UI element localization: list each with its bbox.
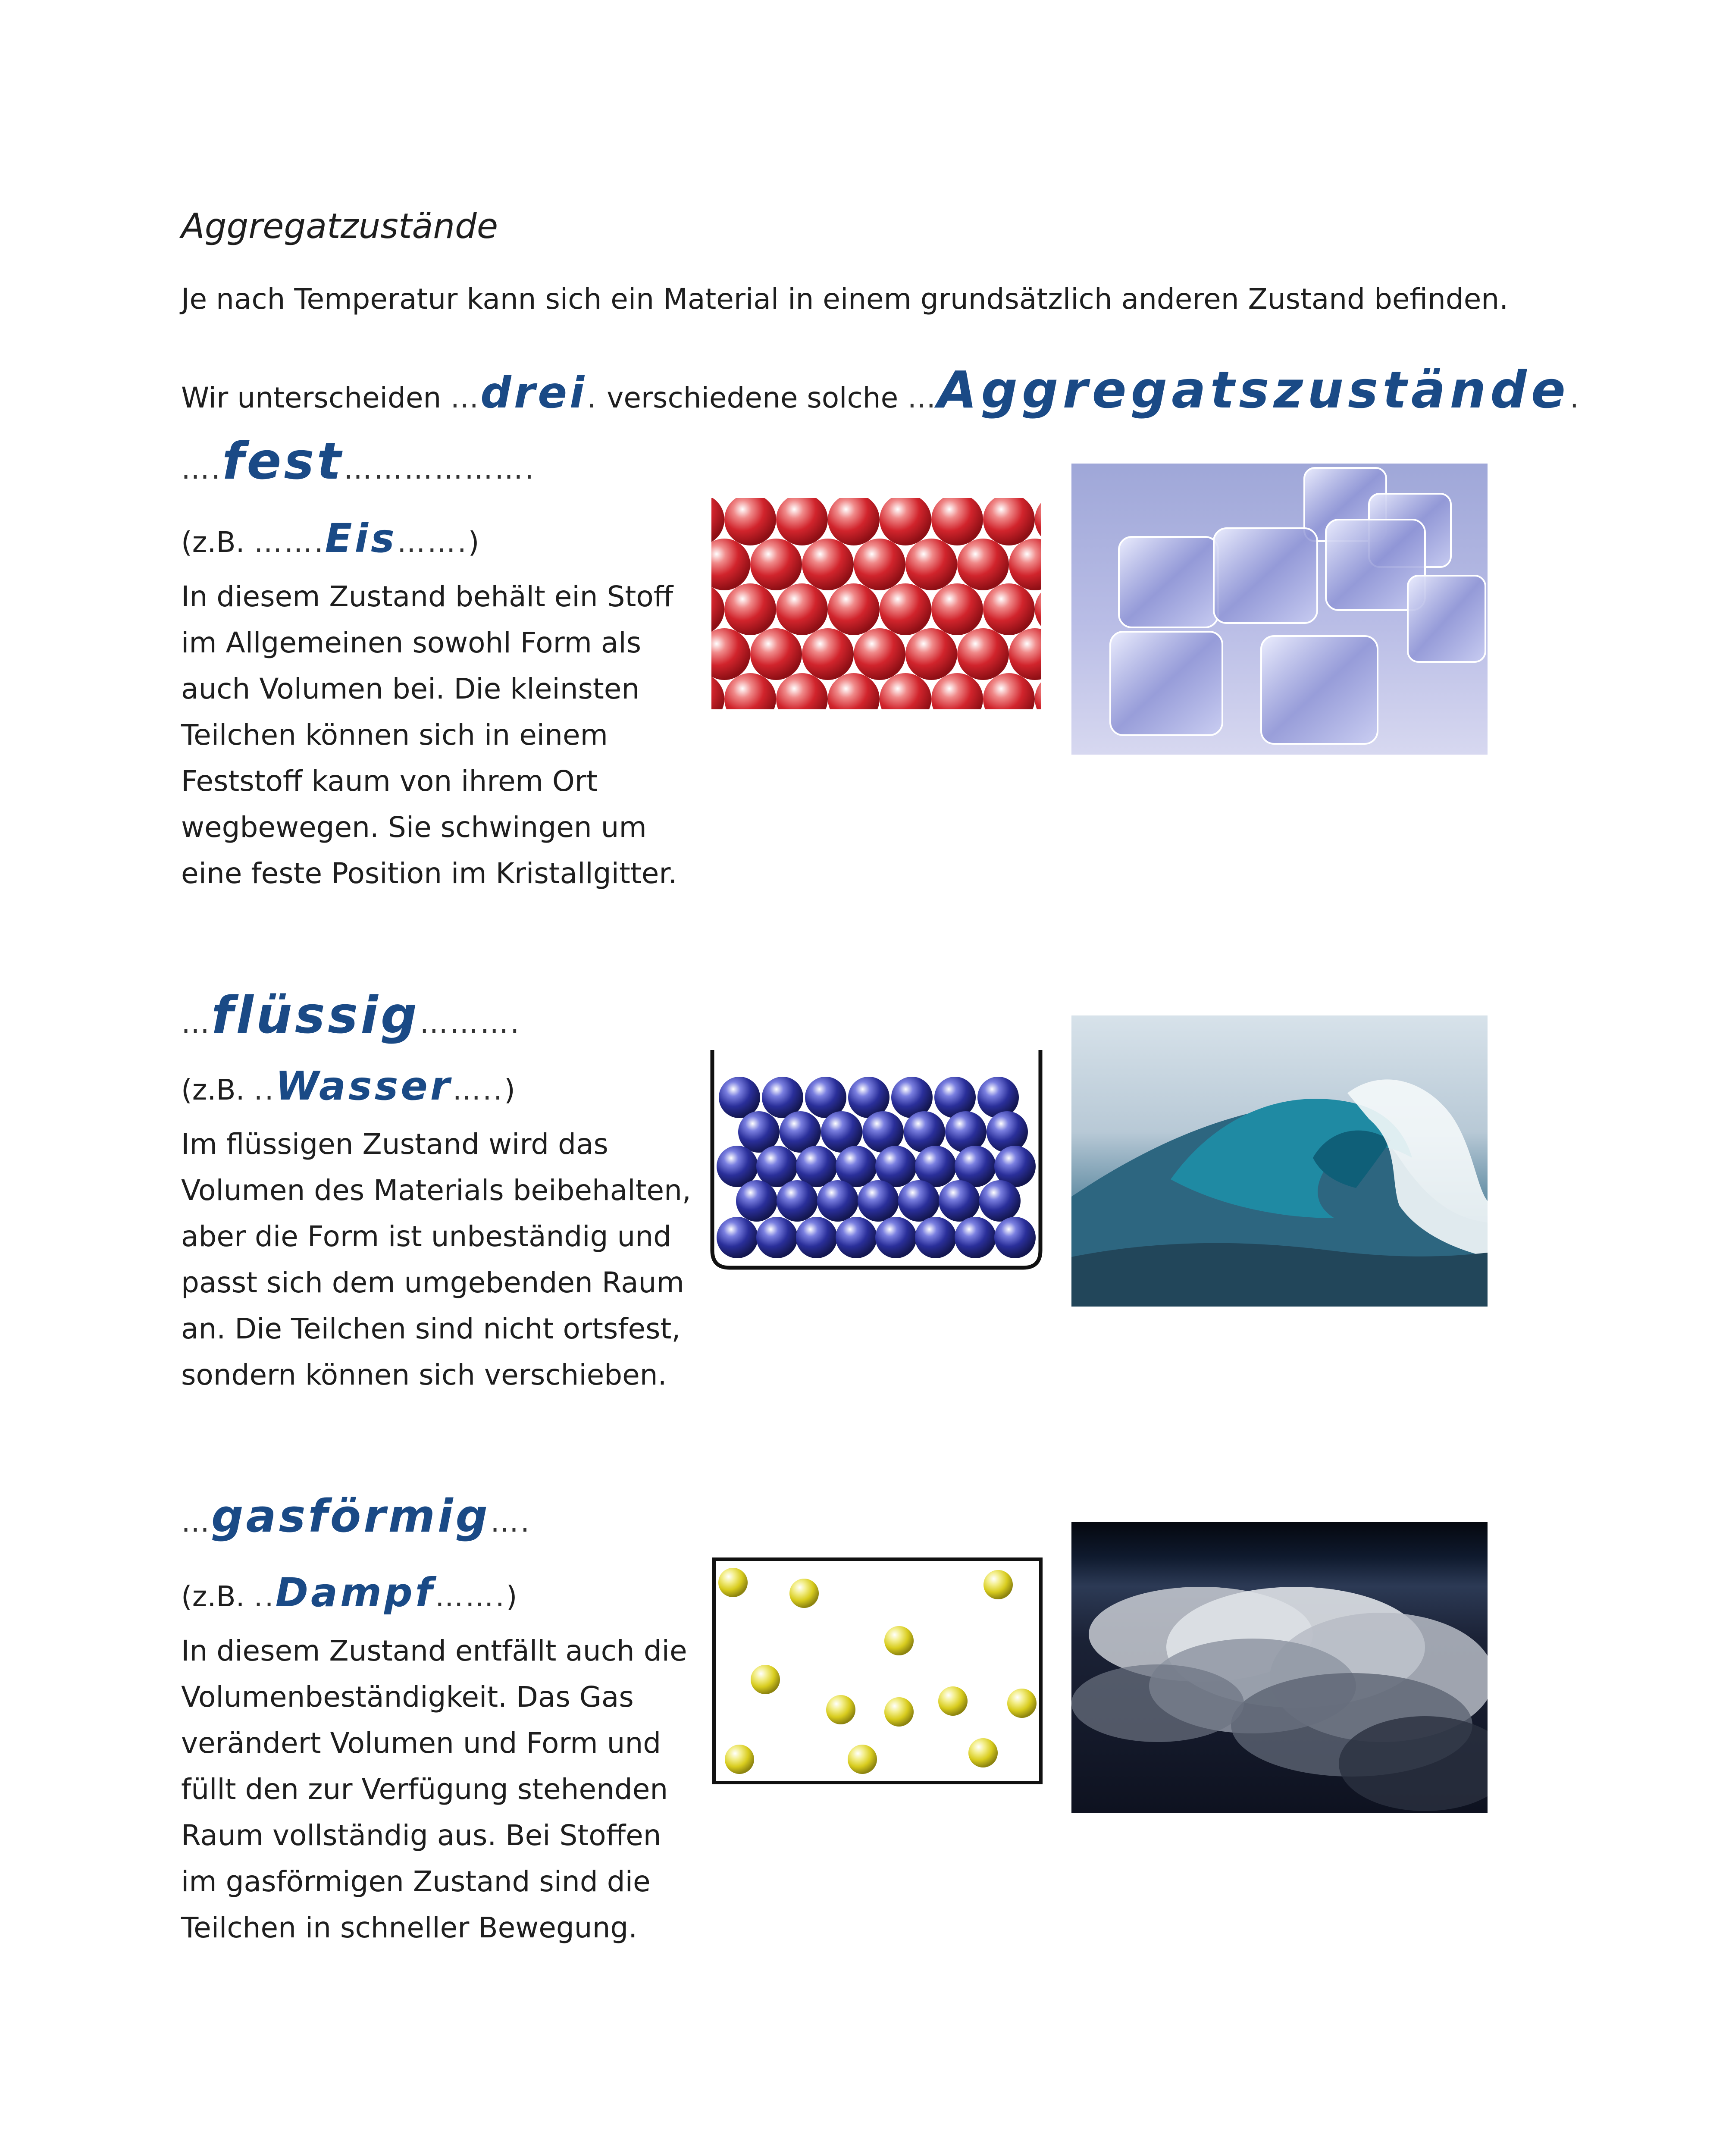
state-example-line: (z.B. ..Dampf…….) <box>181 1570 517 1616</box>
solid-particle <box>776 498 828 545</box>
solid-particle <box>957 628 1009 680</box>
intro-line-2: Wir unterscheiden …drei. verschiedene solche …Aggregatszustände. <box>181 360 1581 420</box>
liquid-particle <box>796 1217 837 1258</box>
liquid-particle <box>817 1180 858 1222</box>
intro-text-middle: verschiedene solche <box>598 381 908 414</box>
state-term-line: …gasförmig…. <box>181 1490 531 1542</box>
liquid-particle <box>898 1180 940 1222</box>
solid-particle <box>711 539 750 590</box>
liquid-particle <box>836 1217 877 1258</box>
gas-particle <box>826 1695 855 1724</box>
blank-term: Aggregatszustände <box>937 360 1570 420</box>
state-description: In diesem Zustand entfällt auch die Volumenbeständigkeit. Das Gas verändert Volumen und Form und füllt den zur Verfügung stehenden Raum vollständig aus. Bei Stoffen im gasförmigen Zustand sind die Teilchen in schneller Bewegung. <box>181 1634 687 1944</box>
liquid-particle <box>939 1180 980 1222</box>
gas-particle <box>725 1745 754 1774</box>
gas-particle <box>983 1570 1013 1599</box>
solid-particle <box>983 583 1035 635</box>
liquid-particle <box>858 1180 899 1222</box>
intro-line-1: Je nach Temperatur kann sich ein Material in einem grundsätzlich anderen Zustand befinden. <box>181 282 1509 316</box>
liquid-particle <box>875 1217 917 1258</box>
gas-particle <box>789 1579 819 1608</box>
solid-particle <box>802 628 854 680</box>
solid-particle <box>711 498 724 545</box>
gas-particle <box>718 1568 748 1597</box>
solid-particle <box>724 583 776 635</box>
solid-particle <box>802 539 854 590</box>
gas-particle <box>884 1697 914 1727</box>
solid-particle <box>854 539 905 590</box>
state-example-line: (z.B. ..Wasser…..) <box>181 1063 515 1109</box>
ice-cubes-photo <box>1071 464 1488 755</box>
clouds-photo <box>1071 1522 1488 1813</box>
solid-particle <box>880 498 931 545</box>
solid-particle <box>905 628 957 680</box>
solid-particle <box>1035 498 1041 545</box>
liquid-particle <box>979 1180 1021 1222</box>
state-example: Eis <box>325 515 397 561</box>
state-term: flüssig <box>211 985 420 1045</box>
gas-particle <box>884 1626 914 1655</box>
solid-particle <box>776 583 828 635</box>
solid-particle <box>828 583 880 635</box>
liquid-particle <box>977 1077 1019 1118</box>
solid-particle <box>854 628 905 680</box>
state-example: Wasser <box>275 1063 453 1109</box>
solid-particle <box>711 583 724 635</box>
state-term-line: ….fest………………. <box>181 431 536 491</box>
liquid-particle <box>756 1146 798 1187</box>
blank-count: drei <box>480 367 587 418</box>
gas-particle <box>1007 1689 1037 1718</box>
liquid-particle <box>777 1180 818 1222</box>
solid-particle <box>1009 628 1041 680</box>
solid-particle <box>983 498 1035 545</box>
state-description: In diesem Zustand behält ein Stoff im Allgemeinen sowohl Form als auch Volumen bei. Die kleinsten Teilchen können sich in einem Feststoff kaum von ihrem Ort wegbewegen. Sie schwingen um eine feste Position im Kristallgitter. <box>181 580 677 890</box>
solid-particle <box>750 628 802 680</box>
state-term: fest <box>222 431 344 491</box>
liquid-particle <box>736 1180 777 1222</box>
ocean-wave-photo <box>1071 1015 1488 1307</box>
liquid-particle <box>955 1217 996 1258</box>
state-term: gasförmig <box>211 1490 490 1542</box>
state-term-line: …flüssig………. <box>181 985 521 1045</box>
gas-particle <box>848 1745 877 1774</box>
liquid-particle <box>717 1217 758 1258</box>
state-description: Im flüssigen Zustand wird das Volumen des Materials beibehalten, aber die Form ist unbeständig und passt sich dem umgebenden Raum an. Die Teilchen sind nicht ortsfest, sondern können sich verschieben. <box>181 1128 691 1391</box>
state-example-line: (z.B. …….Eis…….) <box>181 515 479 561</box>
solid-particle <box>1035 583 1041 635</box>
solid-particle-diagram <box>711 498 1041 709</box>
liquid-particle <box>987 1111 1028 1153</box>
solid-particle <box>957 539 1009 590</box>
solid-particle <box>724 498 776 545</box>
intro-text-before: Wir unterscheiden <box>181 381 451 414</box>
gas-particle <box>938 1686 968 1716</box>
solid-particle <box>828 498 880 545</box>
solid-particle <box>931 498 983 545</box>
liquid-particle <box>915 1217 956 1258</box>
solid-particle <box>1009 539 1041 590</box>
gas-particle-diagram <box>711 1557 1043 1785</box>
solid-particle <box>711 628 750 680</box>
solid-particle <box>880 583 931 635</box>
liquid-particle <box>756 1217 798 1258</box>
solid-particle <box>905 539 957 590</box>
gas-particle <box>751 1665 780 1694</box>
solid-particle <box>931 583 983 635</box>
state-example: Dampf <box>275 1570 435 1616</box>
gas-particle <box>968 1738 998 1767</box>
section-heading: Aggregatzustände <box>181 206 498 246</box>
liquid-particle <box>994 1217 1036 1258</box>
solid-particle <box>750 539 802 590</box>
liquid-particle-diagram <box>707 1048 1046 1272</box>
